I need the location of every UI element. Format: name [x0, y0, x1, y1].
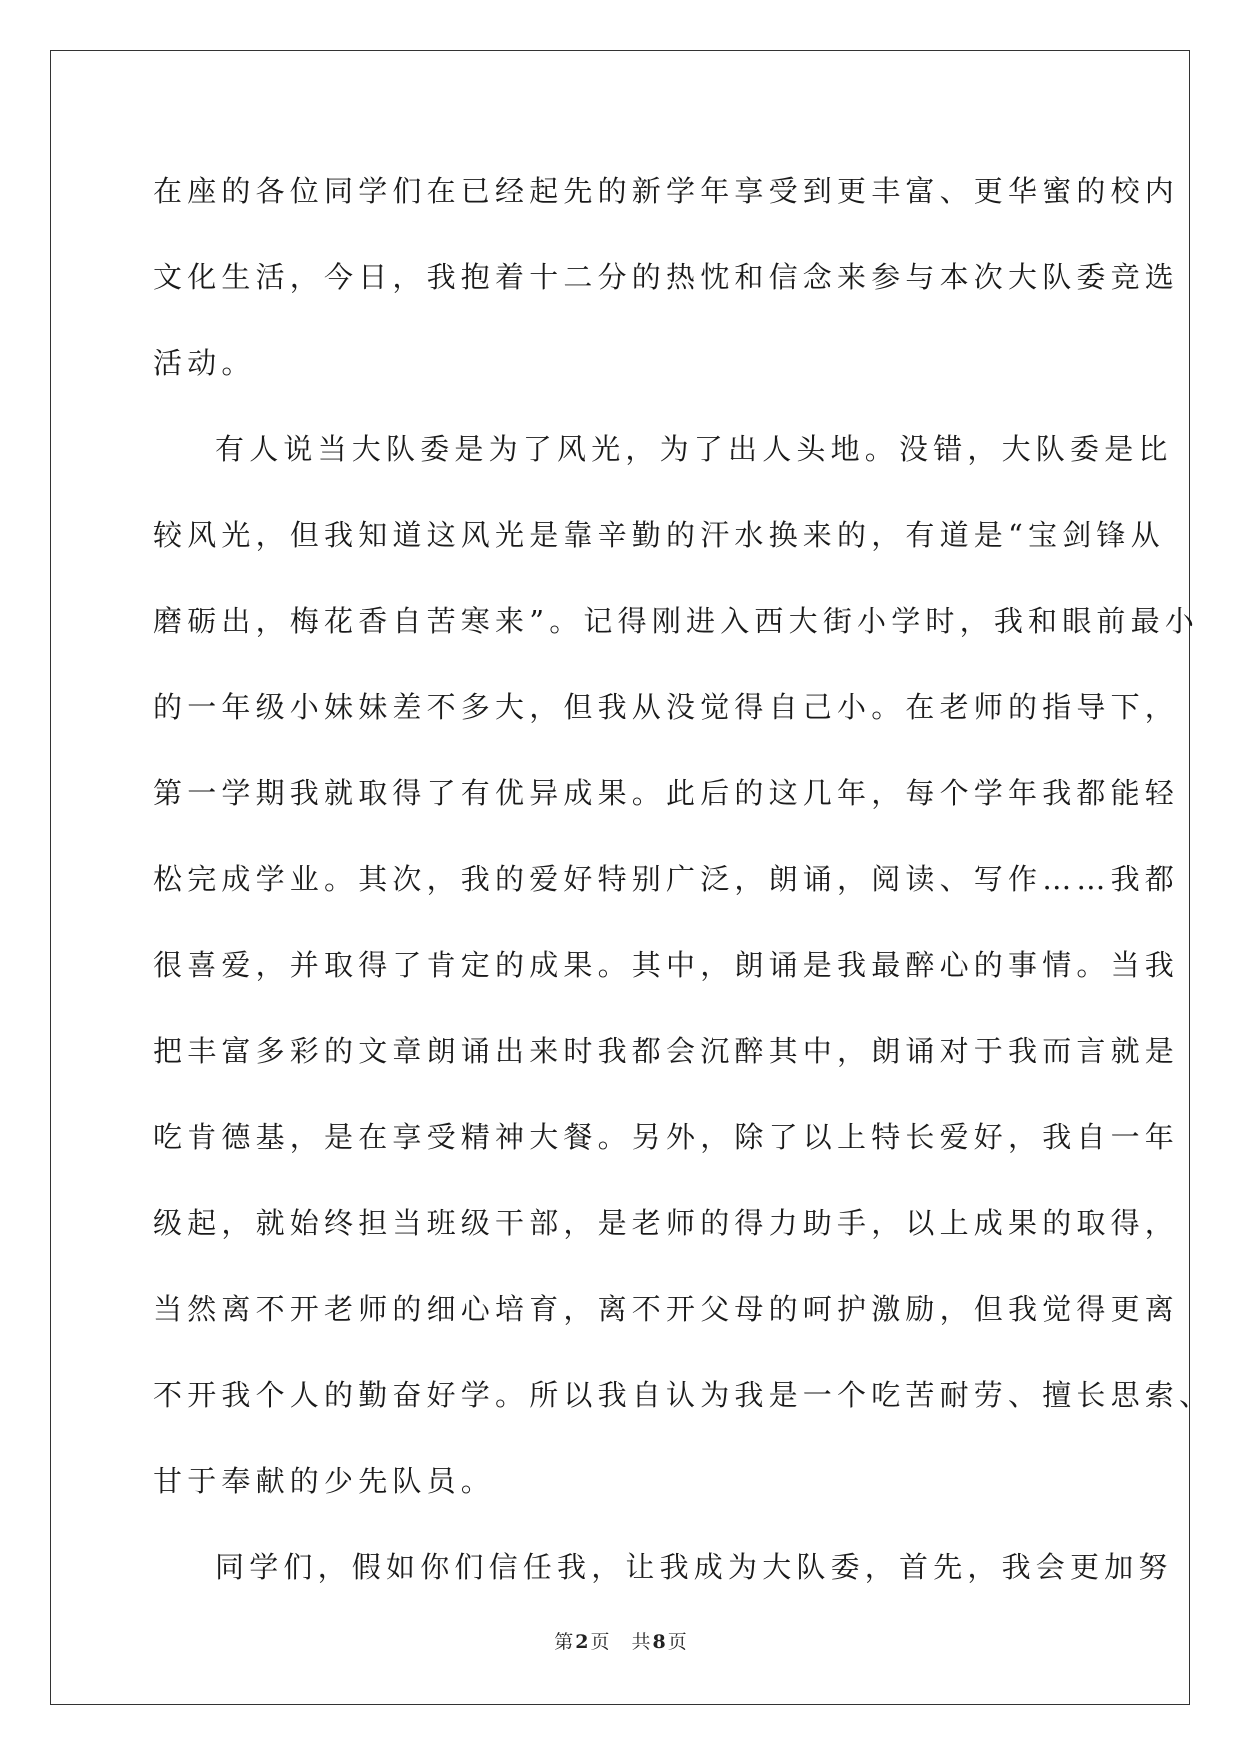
text-line: 第一学期我就取得了有优异成果。此后的这几年，每个学年我都能轻	[153, 776, 1180, 810]
text-line: 当然离不开老师的细心培育，离不开父母的呵护激励，但我觉得更离	[153, 1292, 1180, 1326]
text-line: 在座的各位同学们在已经起先的新学年享受到更丰富、更华蜜的校内	[153, 174, 1180, 208]
total-pages: 8	[652, 1631, 666, 1653]
text-line: 吃肯德基，是在享受精神大餐。另外，除了以上特长爱好，我自一年	[153, 1120, 1180, 1154]
text-line: 很喜爱，并取得了肯定的成果。其中，朗诵是我最醉心的事情。当我	[153, 948, 1180, 982]
page-number: 2	[575, 1631, 589, 1653]
page-prefix: 第	[554, 1631, 574, 1653]
paragraph-first-line: 同学们，假如你们信任我，让我成为大队委，首先，我会更加努	[215, 1550, 1173, 1584]
text-line: 文化生活，今日，我抱着十二分的热忱和信念来参与本次大队委竞选	[153, 260, 1180, 294]
text-line: 松完成学业。其次，我的爱好特别广泛，朗诵，阅读、写作……我都	[153, 862, 1180, 896]
text-line: 的一年级小妹妹差不多大，但我从没觉得自己小。在老师的指导下，	[153, 690, 1180, 724]
total-suffix: 页	[667, 1631, 687, 1653]
document-body	[153, 160, 1214, 1622]
text-line: 把丰富多彩的文章朗诵出来时我都会沉醉其中，朗诵对于我而言就是	[153, 1034, 1180, 1068]
paragraph-first-line: 有人说当大队委是为了风光，为了出人头地。没错，大队委是比	[215, 432, 1173, 466]
text-line: 级起，就始终担当班级干部，是老师的得力助手，以上成果的取得，	[153, 1206, 1180, 1240]
total-prefix: 共	[631, 1631, 651, 1653]
text-line: 活动。	[153, 346, 256, 380]
text-line: 不开我个人的勤奋好学。所以我自认为我是一个吃苦耐劳、擅长思索、	[153, 1378, 1214, 1412]
page-suffix: 页	[590, 1631, 610, 1653]
text-line: 较风光，但我知道这风光是靠辛勤的汗水换来的，有道是“宝剑锋从	[153, 518, 1165, 552]
page-footer	[0, 1627, 1241, 1654]
text-line: 甘于奉献的少先队员。	[153, 1464, 496, 1498]
text-line: 磨砺出，梅花香自苦寒来”。记得刚进入西大街小学时，我和眼前最小	[153, 604, 1200, 638]
